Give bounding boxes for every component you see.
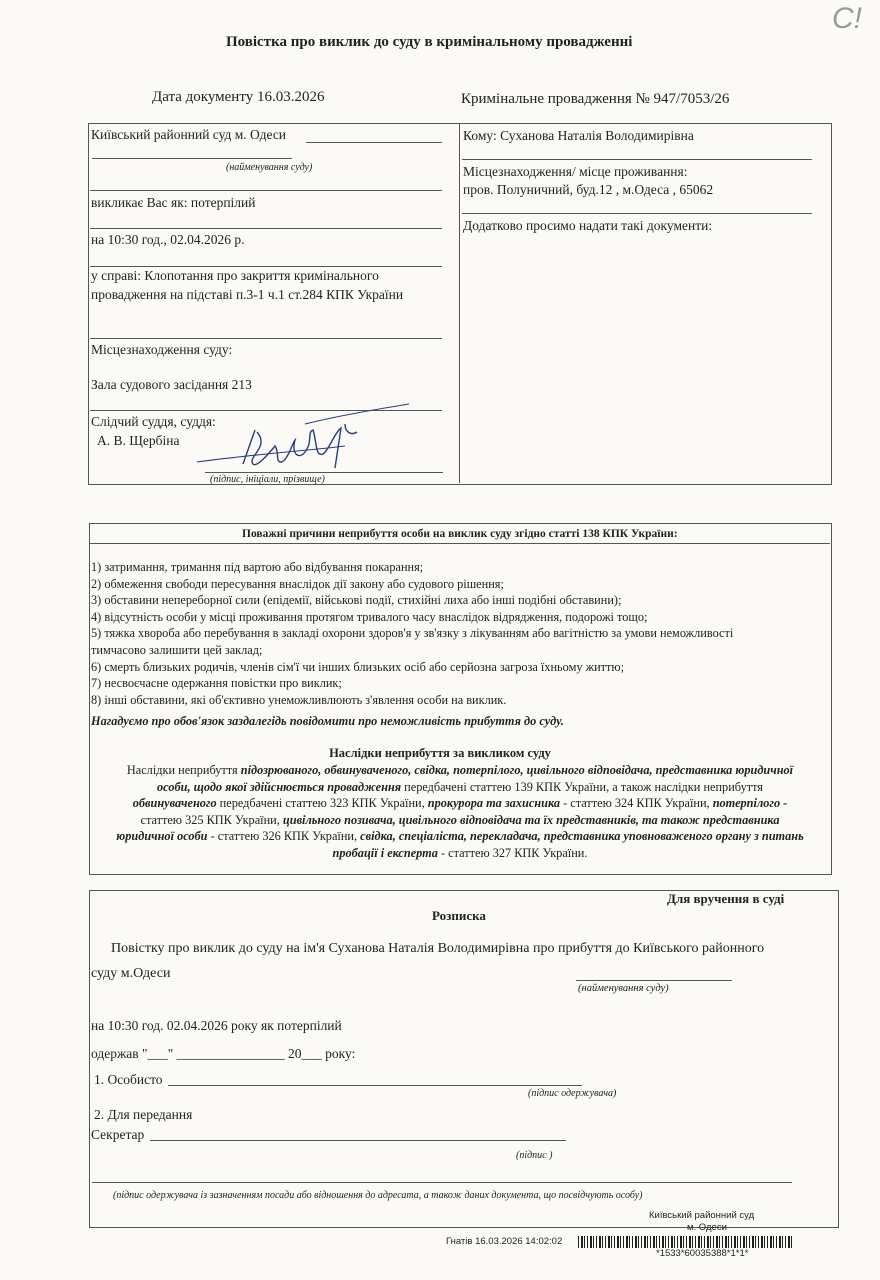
court-name: Київський районний суд м. Одеси [91, 127, 287, 142]
consequences-plain: передбачені статтею 323 КПК України, [216, 796, 428, 810]
judge-signature [195, 402, 415, 474]
consequences-plain: - статтею 326 КПК України, [207, 829, 361, 843]
secretary-sign-caption: (підпис ) [516, 1150, 553, 1161]
consequences-text [92, 762, 828, 861]
document-date: Дата документу 16.03.2026 [152, 89, 325, 105]
consequences-emphasis: прокурора та захисника [427, 796, 561, 810]
list-item: 6) смерть близьких родичів, членів сім'ї чи інших близьких осіб або серйозна загроза їхньому життю; [91, 659, 624, 674]
reminder-text: Нагадуємо про обов'язок заздалегідь повідомити про неможливість прибуття до суду. [91, 714, 564, 728]
consequences-plain: - статтею 327 КПК України. [437, 845, 588, 860]
consequences-emphasis: юридичної особи [116, 829, 208, 843]
court-location-label: Місцезнаходження суду: [91, 342, 233, 357]
secretary-label: Секретар [91, 1127, 145, 1142]
stamp-text-1: Київський районний суд [649, 1210, 755, 1221]
consequences-emphasis: обвинуваченого [132, 796, 217, 810]
consequences-plain: Наслідки неприбуття [126, 763, 241, 777]
consequences-emphasis: цивільного позивача, цивільного відповідача та їх представників, та також представника [282, 812, 780, 827]
list-item: 3) обставини непереборної сили (епідемії, військові події, стихійні лиха або інші подібні обставини); [91, 593, 622, 608]
signature-caption: (підпис, ініціали, прізвище) [210, 474, 325, 485]
judge-name: А. В. Щербіна [97, 433, 180, 448]
consequences-line [92, 828, 828, 845]
bottom-caption: (підпис одержувача із зазначенням посади або відношення до адресата, а також даних документа, що посвідчують особу) [113, 1190, 643, 1201]
list-item: 8) інші обставини, які об'єктивно унеможливлюють з'явлення особи на виклик. [91, 692, 507, 707]
consequences-emphasis: пробації і експерта [332, 845, 438, 860]
documents-label: Додатково просимо надати такі документи: [463, 218, 713, 233]
consequences-heading: Наслідки неприбуття за викликом суду [329, 746, 551, 760]
court-caption: (найменування суду) [226, 162, 313, 173]
address-value: пров. Полуничний, буд.12 , м.Одеса , 65062 [463, 182, 714, 197]
receipt-line3: на 10:30 год. 02.04.2026 року як потерпілий [91, 1018, 342, 1033]
consequences-plain: статтею 325 КПК України, [140, 812, 283, 827]
for-court-label: Для вручення в суді [667, 891, 785, 906]
consequences-emphasis: свідка, спеціаліста, перекладача, представника уповноваженого органу з питань [360, 829, 804, 843]
receipt-heading: Розписка [432, 908, 486, 923]
recipient-sign-caption: (підпис одержувача) [528, 1088, 617, 1099]
barcode-text: *1533*60035388*1*1* [656, 1248, 749, 1259]
personally-label: 1. Особисто [94, 1072, 163, 1087]
consequences-emphasis: підозрюваного, обвинуваченого, свідка, потерпілого, цивільного відповідача, представника юридичної [240, 763, 794, 777]
recipient-name: Кому: Суханова Наталія Володимирівна [463, 128, 694, 143]
case-subject-line2: провадження на підставі п.3-1 ч.1 ст.284 КПК України [91, 287, 404, 302]
reasons-list [91, 559, 826, 708]
consequences-line [92, 812, 828, 829]
received-line: одержав "___" ________________ 20___ року: [91, 1046, 356, 1061]
transfer-label: 2. Для передання [94, 1107, 193, 1122]
hearing-datetime: на 10:30 год., 02.04.2026 р. [91, 232, 245, 247]
consequences-emphasis: потерпілого - [712, 796, 788, 810]
corner-handwritten-mark: C! [832, 2, 862, 35]
list-item: тимчасово залишити цей заклад; [91, 642, 263, 657]
judge-label: Слідчий суддя, суддя: [91, 414, 216, 429]
list-item: 5) тяжка хвороба або перебування в закладі охорони здоров'я у зв'язку з лікуванням або вагітністю за умови неможливості [91, 626, 734, 641]
list-item: 7) несвоєчасне одержання повістки про виклик; [91, 676, 342, 691]
consequences-emphasis: особи, щодо якої здійснюється провадження [157, 779, 402, 794]
consequences-line [92, 795, 828, 812]
list-item: 4) відсутність особи у місці проживання протягом тривалого часу внаслідок відрядження, подорожі тощо; [91, 609, 648, 624]
column-divider [459, 123, 460, 483]
court-location-value: Зала судового засідання 213 [91, 377, 252, 392]
list-item: 2) обмеження свободи пересування внаслідок дії закону або судового рішення; [91, 576, 504, 591]
printed-info: Гнатів 16.03.2026 14:02:02 [446, 1236, 563, 1247]
stamp-text-2: м. Одеси [687, 1222, 727, 1233]
summons-as: викликає Вас як: потерпілий [91, 195, 256, 210]
receipt-court-caption: (найменування суду) [578, 983, 669, 994]
receipt-line1: Повістку про виклик до суду на ім'я Суханова Наталія Володимирівна про прибуття до Київського районного [111, 941, 765, 956]
consequences-plain: - статтею 324 КПК України, [560, 796, 713, 810]
barcode [578, 1236, 792, 1248]
list-item: 1) затримання, тримання під вартою або відбування покарання; [91, 560, 424, 574]
case-number: Кримінальне провадження № 947/7053/26 [461, 91, 730, 107]
address-label: Місцезнаходження/ місце проживання: [463, 164, 688, 179]
consequences-line [92, 845, 828, 862]
receipt-line2: суду м.Одеси [91, 966, 171, 981]
case-subject-line1: у справі: Клопотання про закриття кримінального [91, 268, 379, 283]
page-title: Повістка про виклик до суду в кримінальному провадженні [226, 34, 633, 50]
consequences-plain: передбачені статтею 139 КПК України, а також наслідки неприбуття [401, 779, 763, 794]
consequences-line [92, 762, 828, 779]
consequences-line [92, 779, 828, 796]
reasons-heading: Поважні причини неприбуття особи на виклик суду згідно статті 138 КПК України: [242, 528, 678, 540]
